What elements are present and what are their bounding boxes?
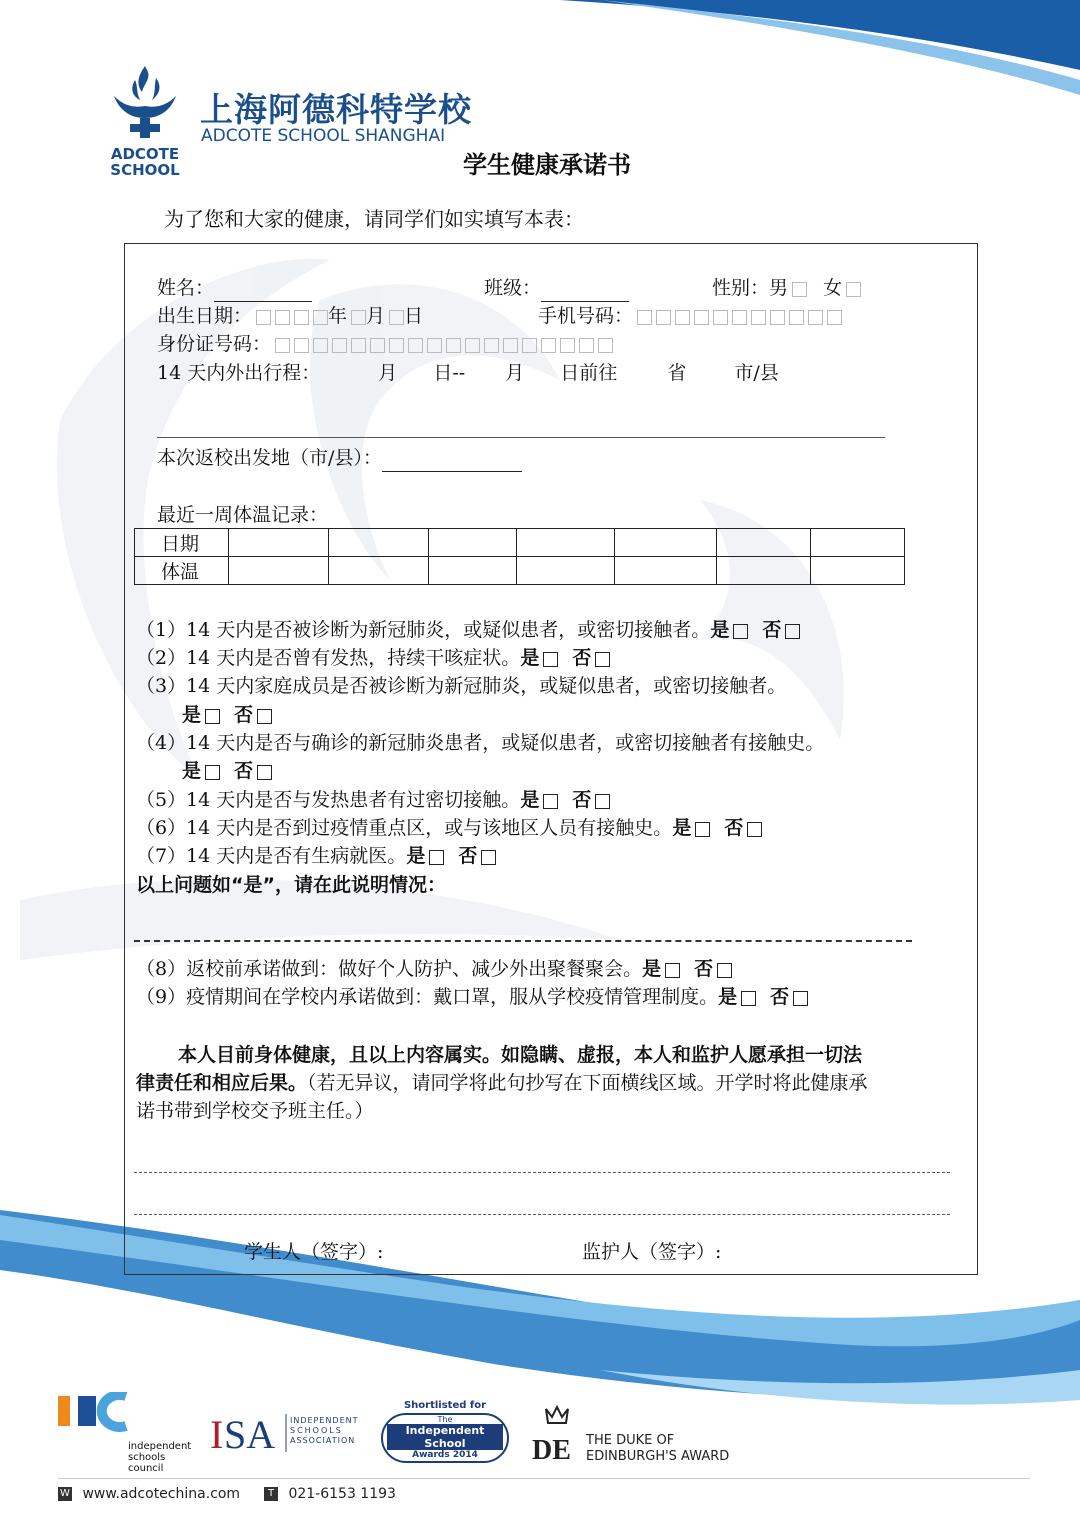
web-icon: W — [58, 1487, 72, 1501]
no-label: 否 — [572, 789, 592, 811]
digit-box[interactable] — [484, 338, 499, 353]
year-label: 年 — [328, 305, 348, 327]
no-label: 否 — [572, 647, 592, 669]
no-checkbox[interactable] — [747, 822, 762, 837]
school-name-en: ADCOTE SCHOOL SHANGHAI — [201, 126, 446, 146]
digit-box[interactable] — [656, 310, 671, 325]
temp-header: 体温 — [135, 557, 229, 585]
gender-label: 性别：男 — [712, 277, 789, 299]
date-cell[interactable] — [517, 529, 615, 557]
day-label: 日 — [404, 305, 424, 327]
yes-label: 是 — [710, 619, 730, 641]
travel-row — [157, 359, 779, 387]
award-badge — [381, 1413, 509, 1463]
birth-month-box[interactable] — [351, 310, 366, 325]
no-label: 否 — [234, 704, 254, 726]
no-checkbox[interactable] — [785, 624, 800, 639]
yes-label: 是 — [520, 647, 540, 669]
name-field[interactable] — [214, 279, 312, 302]
digit-box[interactable] — [427, 338, 442, 353]
yes-checkbox[interactable] — [733, 624, 748, 639]
digit-box[interactable] — [389, 338, 404, 353]
question-1 — [136, 616, 800, 644]
isc-text-2: schools — [128, 1452, 166, 1463]
birth-year-box[interactable] — [294, 310, 309, 325]
question-text: （1）14 天内是否被诊断为新冠肺炎，或疑似患者，或密切接触者。 — [136, 619, 711, 641]
isc-mark-icon — [58, 1392, 128, 1432]
question-text: （6）14 天内是否到过疫情重点区，或与该地区人员有接触史。 — [136, 817, 673, 839]
isc-text-3: council — [128, 1463, 164, 1474]
departure-row — [157, 444, 522, 472]
question-3-answers — [182, 701, 272, 729]
yes-checkbox[interactable] — [543, 794, 558, 809]
name-row — [157, 274, 312, 302]
no-label: 否 — [762, 619, 782, 641]
phone-icon: T — [264, 1487, 278, 1501]
explain-write-line[interactable] — [134, 940, 912, 942]
page-title: 学生健康承诺书 — [463, 151, 631, 179]
digit-box[interactable] — [294, 338, 309, 353]
award-year: Awards 2014 — [412, 1450, 478, 1460]
isc-text-1: independent — [128, 1441, 192, 1452]
question-4 — [136, 729, 824, 757]
question-3 — [136, 672, 786, 700]
digit-box[interactable] — [560, 338, 575, 353]
yes-checkbox[interactable] — [205, 765, 220, 780]
explain-label: 以上问题如“是”，请在此说明情况： — [136, 874, 446, 896]
digit-box[interactable] — [579, 338, 594, 353]
crown-icon — [530, 1405, 584, 1465]
id-label: 身份证号码： — [157, 333, 272, 355]
temp-cell[interactable] — [615, 557, 717, 585]
female-checkbox[interactable] — [846, 282, 861, 297]
question-9 — [136, 983, 808, 1011]
isa-text-2: SCHOOLS — [290, 1426, 343, 1435]
yes-checkbox[interactable] — [665, 963, 680, 978]
digit-box[interactable] — [275, 338, 290, 353]
temp-cell[interactable] — [716, 557, 810, 585]
student-signature-label: 学生人（签字）: — [244, 1241, 384, 1263]
id-number-field[interactable] — [271, 333, 613, 355]
phone-field[interactable] — [633, 305, 842, 327]
yes-label: 是 — [182, 704, 202, 726]
yes-label: 是 — [718, 986, 738, 1008]
temp-label: 最近一周体温记录： — [157, 504, 329, 526]
svg-text:I: I — [210, 1412, 224, 1454]
temp-cell[interactable] — [429, 557, 517, 585]
digit-box[interactable] — [694, 310, 709, 325]
month-label: 月 — [366, 305, 386, 327]
copy-line-2[interactable] — [134, 1214, 950, 1215]
school-name-cn: 上海阿德科特学校 — [200, 90, 472, 129]
digit-box[interactable] — [408, 338, 423, 353]
temp-cell[interactable] — [517, 557, 615, 585]
digit-box[interactable] — [351, 338, 366, 353]
travel-label: 14 天内外出行程： — [157, 362, 321, 384]
birth-label: 出生日期： — [157, 305, 253, 327]
digit-box[interactable] — [522, 338, 537, 353]
digit-box[interactable] — [465, 338, 480, 353]
question-7 — [136, 842, 496, 870]
website-row — [58, 1486, 240, 1502]
departure-field[interactable] — [382, 449, 522, 472]
yes-label: 是 — [642, 958, 662, 980]
digit-box[interactable] — [370, 338, 385, 353]
table-row — [135, 529, 905, 557]
isa-award-logo — [378, 1400, 512, 1470]
travel-write-line[interactable] — [157, 437, 885, 438]
birth-year-box[interactable] — [313, 310, 328, 325]
question-8 — [136, 955, 732, 983]
digit-box[interactable] — [675, 310, 690, 325]
yes-checkbox[interactable] — [429, 850, 444, 865]
travel-city: 市/县 — [734, 362, 779, 384]
digit-box[interactable] — [541, 338, 556, 353]
digit-box[interactable] — [503, 338, 518, 353]
isa-mark-icon — [210, 1412, 288, 1454]
no-checkbox[interactable] — [793, 991, 808, 1006]
phone-contact-row — [264, 1486, 396, 1502]
name-label: 姓名： — [157, 277, 215, 299]
question-2 — [136, 644, 610, 672]
svg-text:SA: SA — [224, 1412, 276, 1454]
temp-cell[interactable] — [329, 557, 429, 585]
question-text: （3）14 天内家庭成员是否被诊断为新冠肺炎，或疑似患者，或密切接触者。 — [136, 675, 787, 697]
phone-row — [538, 302, 842, 330]
yes-label: 是 — [182, 760, 202, 782]
table-row — [135, 557, 905, 585]
class-row — [484, 274, 629, 302]
doe-text-1: THE DUKE OF — [586, 1433, 675, 1448]
travel-day-2: 日前往 — [560, 362, 618, 384]
no-label: 否 — [694, 958, 714, 980]
pledge-bold: 律责任和相应后果。 — [136, 1072, 308, 1094]
yes-checkbox[interactable] — [205, 709, 220, 724]
class-label: 班级： — [484, 277, 542, 299]
travel-month-1: 月 — [378, 362, 398, 384]
male-checkbox[interactable] — [792, 282, 807, 297]
id-row — [157, 330, 613, 358]
travel-province: 省 — [667, 362, 687, 384]
digit-box[interactable] — [313, 338, 328, 353]
footer-divider — [58, 1478, 1030, 1479]
phone-label: 手机号码： — [538, 305, 634, 327]
award-shortlisted: Shortlisted for — [403, 1400, 487, 1411]
question-text: （8）返校前承诺做到：做好个人防护、减少外出聚餐聚会。 — [136, 958, 643, 980]
date-cell[interactable] — [615, 529, 717, 557]
yes-label: 是 — [672, 817, 692, 839]
date-cell[interactable] — [229, 529, 329, 557]
award-the: The — [437, 1415, 453, 1424]
digit-box[interactable] — [770, 310, 785, 325]
digit-box[interactable] — [446, 338, 461, 353]
yes-label: 是 — [520, 789, 540, 811]
digit-box[interactable] — [332, 338, 347, 353]
no-checkbox[interactable] — [257, 709, 272, 724]
class-field[interactable] — [541, 279, 629, 302]
yes-label: 是 — [406, 845, 426, 867]
digit-box[interactable] — [808, 310, 823, 325]
logo-text-2: SCHOOL — [110, 161, 180, 179]
digit-box[interactable] — [789, 310, 804, 325]
travel-month-2: 月 — [505, 362, 525, 384]
yes-checkbox[interactable] — [543, 652, 558, 667]
torch-icon — [100, 62, 190, 142]
isa-text-1: INDEPENDENT — [290, 1416, 359, 1425]
guardian-signature-label: 监护人（签字）: — [582, 1241, 722, 1263]
question-text: （7）14 天内是否有生病就医。 — [136, 845, 407, 867]
digit-box[interactable] — [598, 338, 613, 353]
pledge-line-3: 诺书带到学校交予班主任。） — [136, 1100, 374, 1122]
question-text: （9）疫情期间在学校内承诺做到：戴口罩，服从学校疫情管理制度。 — [136, 986, 719, 1008]
pledge-line-2 — [136, 1069, 868, 1097]
birth-year-box[interactable] — [275, 310, 290, 325]
no-checkbox[interactable] — [257, 765, 272, 780]
temperature-table — [134, 528, 905, 585]
logo-text-1: ADCOTE — [110, 145, 180, 163]
question-5 — [136, 786, 610, 814]
isa-text-3: ASSOCIATION — [290, 1436, 356, 1445]
question-6 — [136, 814, 762, 842]
yes-checkbox[interactable] — [695, 822, 710, 837]
doe-text-2: EDINBURGH'S AWARD — [586, 1449, 730, 1464]
no-label: 否 — [770, 986, 790, 1008]
date-cell[interactable] — [716, 529, 810, 557]
yes-checkbox[interactable] — [741, 991, 756, 1006]
pledge-note: （若无异议，请同学将此句抄写在下面横线区域。开学时将此健康承 — [307, 1072, 868, 1094]
intro-text: 为了您和大家的健康，请同学们如实填写本表： — [164, 207, 584, 231]
copy-line-1[interactable] — [134, 1172, 950, 1173]
no-label: 否 — [458, 845, 478, 867]
digit-box[interactable] — [637, 310, 652, 325]
female-label: 女 — [823, 277, 843, 299]
date-header: 日期 — [135, 529, 229, 557]
school-logo — [100, 62, 190, 177]
digit-box[interactable] — [827, 310, 842, 325]
no-checkbox[interactable] — [717, 963, 732, 978]
no-checkbox[interactable] — [595, 652, 610, 667]
isc-logo — [58, 1392, 191, 1474]
birth-day-box[interactable] — [389, 310, 404, 325]
date-cell[interactable] — [429, 529, 517, 557]
isa-logo — [210, 1412, 359, 1458]
date-cell[interactable] — [810, 529, 904, 557]
no-label: 否 — [234, 760, 254, 782]
digit-box[interactable] — [751, 310, 766, 325]
no-checkbox[interactable] — [595, 794, 610, 809]
birth-row — [157, 302, 423, 330]
no-checkbox[interactable] — [481, 850, 496, 865]
doe-logo — [530, 1405, 730, 1469]
svg-text:DE: DE — [532, 1435, 571, 1465]
pledge-line-1: 本人目前身体健康，且以上内容属实。如隐瞒、虚报，本人和监护人愿承担一切法 — [178, 1044, 863, 1066]
digit-box[interactable] — [713, 310, 728, 325]
travel-day-1: 日-- — [433, 362, 466, 384]
website-link[interactable]: www.adcotechina.com — [82, 1486, 241, 1502]
question-text: （5）14 天内是否与发热患者有过密切接触。 — [136, 789, 521, 811]
birth-year-box[interactable] — [256, 310, 271, 325]
question-text: （4）14 天内是否与确诊的新冠肺炎患者，或疑似患者，或密切接触者有接触史。 — [136, 732, 825, 754]
question-text: （2）14 天内是否曾有发热，持续干咳症状。 — [136, 647, 521, 669]
no-label: 否 — [724, 817, 744, 839]
departure-label: 本次返校出发地（市/县）： — [157, 447, 382, 469]
temp-cell[interactable] — [810, 557, 904, 585]
question-4-answers — [182, 757, 272, 785]
date-cell[interactable] — [329, 529, 429, 557]
digit-box[interactable] — [732, 310, 747, 325]
gender-row — [712, 274, 861, 302]
temp-cell[interactable] — [229, 557, 329, 585]
award-main: Independent School — [387, 1424, 503, 1450]
phone-number: 021-6153 1193 — [288, 1486, 396, 1502]
